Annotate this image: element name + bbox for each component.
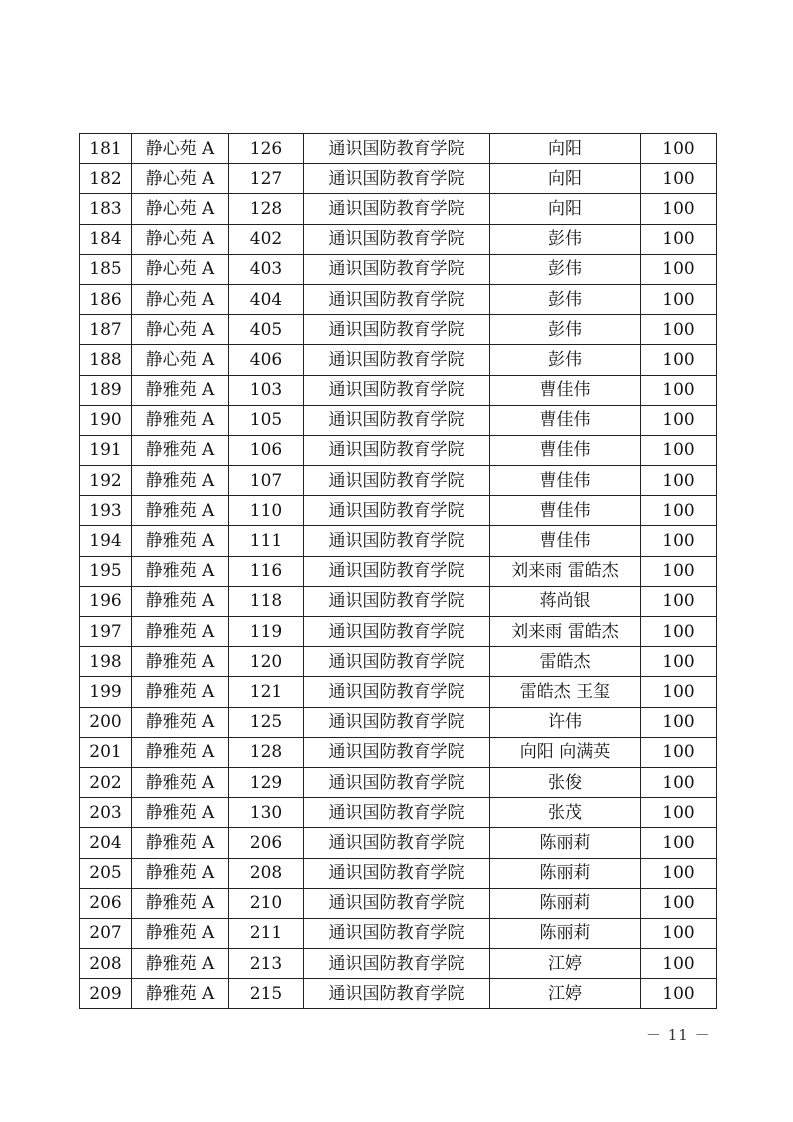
table-row <box>80 526 717 556</box>
cell-inspector-name: 向阳 <box>490 164 641 194</box>
cell-score: 100 <box>641 435 717 465</box>
table-row <box>80 254 717 284</box>
cell-score: 100 <box>641 405 717 435</box>
cell-score: 100 <box>641 918 717 948</box>
cell-room: 120 <box>229 647 304 677</box>
cell-number: 189 <box>80 375 132 405</box>
cell-college: 通识国防教育学院 <box>304 737 490 767</box>
cell-inspector-name: 向阳 向满英 <box>490 737 641 767</box>
cell-score: 100 <box>641 134 717 164</box>
table-row <box>80 466 717 496</box>
cell-building: 静心苑 A <box>132 315 229 345</box>
cell-score: 100 <box>641 858 717 888</box>
cell-inspector-name: 张俊 <box>490 767 641 797</box>
cell-building: 静雅苑 A <box>132 677 229 707</box>
cell-room: 406 <box>229 345 304 375</box>
cell-college: 通识国防教育学院 <box>304 224 490 254</box>
cell-score: 100 <box>641 586 717 616</box>
cell-college: 通识国防教育学院 <box>304 284 490 314</box>
table-row <box>80 194 717 224</box>
cell-inspector-name: 彭伟 <box>490 315 641 345</box>
cell-building: 静雅苑 A <box>132 556 229 586</box>
cell-number: 197 <box>80 617 132 647</box>
cell-score: 100 <box>641 617 717 647</box>
cell-score: 100 <box>641 647 717 677</box>
cell-number: 192 <box>80 466 132 496</box>
cell-building: 静心苑 A <box>132 224 229 254</box>
cell-college: 通识国防教育学院 <box>304 767 490 797</box>
cell-inspector-name: 雷皓杰 <box>490 647 641 677</box>
cell-building: 静雅苑 A <box>132 405 229 435</box>
table-body <box>80 134 717 1009</box>
table-row <box>80 315 717 345</box>
cell-inspector-name: 刘来雨 雷皓杰 <box>490 617 641 647</box>
cell-score: 100 <box>641 798 717 828</box>
cell-inspector-name: 彭伟 <box>490 224 641 254</box>
dormitory-score-table <box>79 133 717 1009</box>
cell-college: 通识国防教育学院 <box>304 526 490 556</box>
cell-building: 静雅苑 A <box>132 918 229 948</box>
cell-score: 100 <box>641 375 717 405</box>
cell-score: 100 <box>641 556 717 586</box>
cell-room: 116 <box>229 556 304 586</box>
cell-room: 127 <box>229 164 304 194</box>
cell-score: 100 <box>641 707 717 737</box>
table-row <box>80 617 717 647</box>
table-row <box>80 435 717 465</box>
cell-building: 静雅苑 A <box>132 767 229 797</box>
table-row <box>80 858 717 888</box>
cell-room: 210 <box>229 888 304 918</box>
cell-building: 静雅苑 A <box>132 496 229 526</box>
cell-number: 185 <box>80 254 132 284</box>
cell-inspector-name: 向阳 <box>490 134 641 164</box>
cell-number: 181 <box>80 134 132 164</box>
cell-building: 静心苑 A <box>132 164 229 194</box>
cell-inspector-name: 曹佳伟 <box>490 375 641 405</box>
cell-college: 通识国防教育学院 <box>304 254 490 284</box>
cell-score: 100 <box>641 345 717 375</box>
cell-score: 100 <box>641 315 717 345</box>
cell-inspector-name: 张茂 <box>490 798 641 828</box>
cell-inspector-name: 曹佳伟 <box>490 466 641 496</box>
cell-building: 静雅苑 A <box>132 586 229 616</box>
cell-building: 静雅苑 A <box>132 979 229 1009</box>
cell-college: 通识国防教育学院 <box>304 405 490 435</box>
cell-college: 通识国防教育学院 <box>304 194 490 224</box>
table-row <box>80 888 717 918</box>
cell-college: 通识国防教育学院 <box>304 858 490 888</box>
cell-building: 静雅苑 A <box>132 707 229 737</box>
cell-number: 199 <box>80 677 132 707</box>
cell-score: 100 <box>641 767 717 797</box>
cell-college: 通识国防教育学院 <box>304 134 490 164</box>
cell-inspector-name: 许伟 <box>490 707 641 737</box>
table-row <box>80 405 717 435</box>
cell-number: 190 <box>80 405 132 435</box>
cell-college: 通识国防教育学院 <box>304 798 490 828</box>
cell-college: 通识国防教育学院 <box>304 164 490 194</box>
cell-number: 209 <box>80 979 132 1009</box>
cell-inspector-name: 彭伟 <box>490 254 641 284</box>
cell-score: 100 <box>641 949 717 979</box>
cell-room: 403 <box>229 254 304 284</box>
cell-number: 182 <box>80 164 132 194</box>
cell-college: 通识国防教育学院 <box>304 828 490 858</box>
cell-room: 126 <box>229 134 304 164</box>
table-row <box>80 345 717 375</box>
cell-room: 111 <box>229 526 304 556</box>
cell-inspector-name: 曹佳伟 <box>490 435 641 465</box>
cell-inspector-name: 雷皓杰 王玺 <box>490 677 641 707</box>
cell-inspector-name: 蒋尚银 <box>490 586 641 616</box>
cell-number: 193 <box>80 496 132 526</box>
cell-number: 187 <box>80 315 132 345</box>
cell-college: 通识国防教育学院 <box>304 918 490 948</box>
cell-inspector-name: 陈丽莉 <box>490 828 641 858</box>
table-row <box>80 556 717 586</box>
table-row <box>80 677 717 707</box>
cell-college: 通识国防教育学院 <box>304 466 490 496</box>
table-row <box>80 134 717 164</box>
table-row <box>80 949 717 979</box>
cell-number: 206 <box>80 888 132 918</box>
cell-score: 100 <box>641 284 717 314</box>
cell-number: 196 <box>80 586 132 616</box>
cell-inspector-name: 彭伟 <box>490 345 641 375</box>
table-row <box>80 496 717 526</box>
cell-college: 通识国防教育学院 <box>304 345 490 375</box>
table-row <box>80 737 717 767</box>
cell-college: 通识国防教育学院 <box>304 556 490 586</box>
cell-inspector-name: 江婷 <box>490 979 641 1009</box>
cell-score: 100 <box>641 164 717 194</box>
cell-college: 通识国防教育学院 <box>304 647 490 677</box>
cell-college: 通识国防教育学院 <box>304 888 490 918</box>
cell-score: 100 <box>641 254 717 284</box>
cell-room: 211 <box>229 918 304 948</box>
cell-building: 静雅苑 A <box>132 828 229 858</box>
cell-college: 通识国防教育学院 <box>304 949 490 979</box>
cell-building: 静雅苑 A <box>132 617 229 647</box>
cell-score: 100 <box>641 888 717 918</box>
cell-room: 107 <box>229 466 304 496</box>
table-row <box>80 284 717 314</box>
cell-room: 110 <box>229 496 304 526</box>
table-row <box>80 224 717 254</box>
cell-building: 静雅苑 A <box>132 858 229 888</box>
cell-college: 通识国防教育学院 <box>304 617 490 647</box>
cell-number: 202 <box>80 767 132 797</box>
cell-inspector-name: 曹佳伟 <box>490 405 641 435</box>
cell-number: 186 <box>80 284 132 314</box>
cell-inspector-name: 陈丽莉 <box>490 858 641 888</box>
cell-college: 通识国防教育学院 <box>304 979 490 1009</box>
table-row <box>80 375 717 405</box>
cell-inspector-name: 江婷 <box>490 949 641 979</box>
cell-building: 静雅苑 A <box>132 435 229 465</box>
cell-room: 103 <box>229 375 304 405</box>
cell-room: 213 <box>229 949 304 979</box>
cell-room: 106 <box>229 435 304 465</box>
cell-room: 125 <box>229 707 304 737</box>
cell-inspector-name: 刘来雨 雷皓杰 <box>490 556 641 586</box>
cell-college: 通识国防教育学院 <box>304 586 490 616</box>
cell-inspector-name: 曹佳伟 <box>490 526 641 556</box>
cell-number: 194 <box>80 526 132 556</box>
cell-number: 183 <box>80 194 132 224</box>
cell-college: 通识国防教育学院 <box>304 707 490 737</box>
cell-number: 191 <box>80 435 132 465</box>
cell-building: 静雅苑 A <box>132 737 229 767</box>
cell-room: 402 <box>229 224 304 254</box>
cell-building: 静雅苑 A <box>132 798 229 828</box>
cell-inspector-name: 彭伟 <box>490 284 641 314</box>
cell-score: 100 <box>641 526 717 556</box>
cell-building: 静雅苑 A <box>132 526 229 556</box>
cell-room: 119 <box>229 617 304 647</box>
cell-college: 通识国防教育学院 <box>304 435 490 465</box>
cell-score: 100 <box>641 194 717 224</box>
cell-building: 静心苑 A <box>132 284 229 314</box>
cell-number: 200 <box>80 707 132 737</box>
cell-number: 201 <box>80 737 132 767</box>
cell-score: 100 <box>641 828 717 858</box>
table-row <box>80 828 717 858</box>
cell-room: 130 <box>229 798 304 828</box>
cell-score: 100 <box>641 737 717 767</box>
cell-building: 静雅苑 A <box>132 466 229 496</box>
cell-building: 静雅苑 A <box>132 949 229 979</box>
cell-building: 静雅苑 A <box>132 375 229 405</box>
cell-building: 静心苑 A <box>132 345 229 375</box>
cell-college: 通识国防教育学院 <box>304 677 490 707</box>
cell-inspector-name: 曹佳伟 <box>490 496 641 526</box>
table-row <box>80 979 717 1009</box>
cell-score: 100 <box>641 979 717 1009</box>
cell-number: 203 <box>80 798 132 828</box>
cell-college: 通识国防教育学院 <box>304 375 490 405</box>
cell-number: 188 <box>80 345 132 375</box>
cell-building: 静雅苑 A <box>132 888 229 918</box>
table-row <box>80 164 717 194</box>
cell-building: 静雅苑 A <box>132 647 229 677</box>
cell-room: 215 <box>229 979 304 1009</box>
cell-room: 128 <box>229 737 304 767</box>
cell-room: 128 <box>229 194 304 224</box>
cell-number: 184 <box>80 224 132 254</box>
cell-number: 204 <box>80 828 132 858</box>
cell-number: 208 <box>80 949 132 979</box>
cell-building: 静心苑 A <box>132 134 229 164</box>
cell-room: 129 <box>229 767 304 797</box>
table-row <box>80 647 717 677</box>
cell-room: 118 <box>229 586 304 616</box>
cell-score: 100 <box>641 466 717 496</box>
cell-building: 静心苑 A <box>132 194 229 224</box>
cell-score: 100 <box>641 224 717 254</box>
cell-number: 205 <box>80 858 132 888</box>
cell-college: 通识国防教育学院 <box>304 496 490 526</box>
cell-inspector-name: 向阳 <box>490 194 641 224</box>
cell-college: 通识国防教育学院 <box>304 315 490 345</box>
cell-room: 206 <box>229 828 304 858</box>
cell-room: 405 <box>229 315 304 345</box>
page-number: － 11 － <box>646 1026 711 1044</box>
cell-number: 195 <box>80 556 132 586</box>
table-row <box>80 767 717 797</box>
cell-score: 100 <box>641 677 717 707</box>
cell-room: 121 <box>229 677 304 707</box>
cell-inspector-name: 陈丽莉 <box>490 918 641 948</box>
table-row <box>80 586 717 616</box>
cell-room: 105 <box>229 405 304 435</box>
cell-room: 208 <box>229 858 304 888</box>
cell-score: 100 <box>641 496 717 526</box>
table-row <box>80 798 717 828</box>
cell-room: 404 <box>229 284 304 314</box>
cell-number: 207 <box>80 918 132 948</box>
table-row <box>80 707 717 737</box>
cell-number: 198 <box>80 647 132 677</box>
table-row <box>80 918 717 948</box>
cell-building: 静心苑 A <box>132 254 229 284</box>
cell-inspector-name: 陈丽莉 <box>490 888 641 918</box>
